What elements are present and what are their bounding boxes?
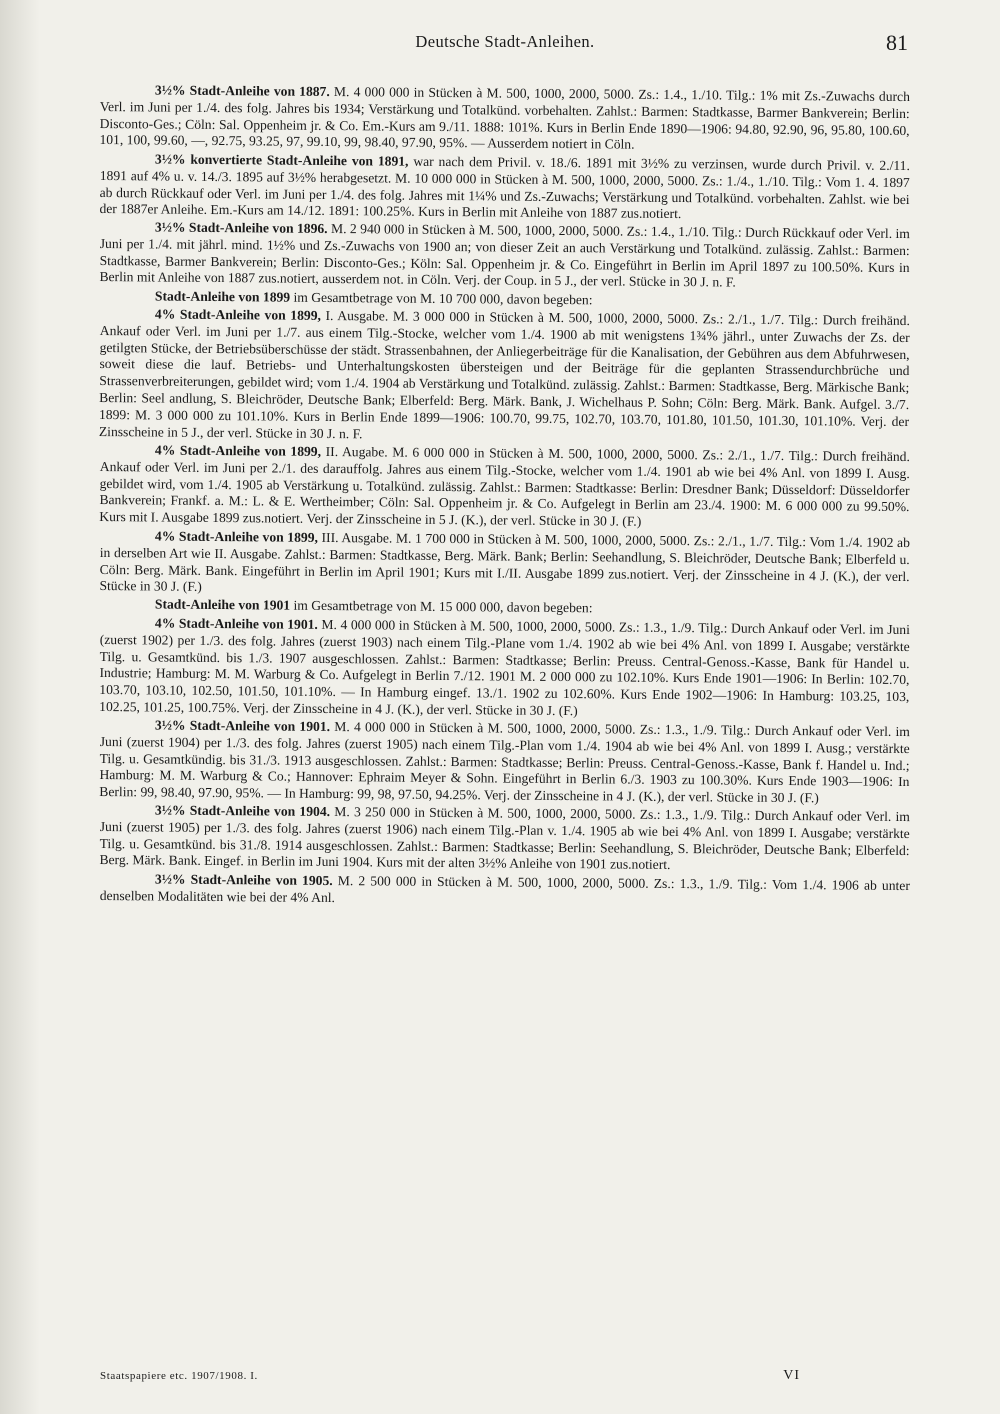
entry-text: M. 4 000 000 in Stücken à M. 500, 1000, 2000, 5000. Zs.: 1.3., 1./9. Tilg.: Durch Ankauf oder Verl. im Juni (zuerst 1904) per 1./3. des folg. Jahres (zuerst 1905) nach einem Tilg.-Plan vom 1./4. 1904 ab wie bei 4% Anl. von 1899 I. Ausg.; verstärkte Tilg. u. Gesamtkündig. bis 31./3. 1913 ausgeschlossen. Zahlst.: Barmen: Stadtkasse; Berlin: Preuss. Central-Genoss.-Kasse, Bank f. Handel u. Ind.; Hamburg: M. M. Warburg & Co.; Hannover: Ephraim Meyer & Sohn. Eingeführt in Berlin 6./3. 1903 zu 100.30%. Kurs Ende 1903—1906: In Berlin: 99, 98.40, 97.90, 95%. — In Hamburg: 99, 98, 97.50, 94.25%. Verj. der Zinsscheine in 4 J. (K.), der verl. Stücke in 30 J. (F.) <box>99 719 910 806</box>
entry-text: M. 2 940 000 in Stücken à M. 500, 1000, 2000, 5000. Zs.: 1.4., 1./10. Tilg.: Durch Rückkauf oder Verl. im Juni per 1./4. mit jährl. mind. 1½% und Zs.-Zuwachs von 1900 an; von dieser Zeit an auch Verstärkung und Totalkünd. zulässig. Zahlst.: Barmen: Stadtkasse, Barmer Bankverein; Berlin: Disconto-Ges.; Köln: Sal. Oppenheim jr. & Co. Eingeführt in Berlin im April 1897 zu 100.50%. Kurs in Berlin mit Anleihe von 1887 zus.notiert, ausserdem not. in Cöln. Verj. der Coup. in 5 J., der verl. Stücke in 30 J. n. F. <box>99 221 910 291</box>
entry-heading: Stadt-Anleihe von 1899 <box>154 288 291 305</box>
entry-text: II. Augabe. M. 6 000 000 in Stücken à M. 500, 1000, 2000, 5000. Zs.: 2./1., 1./7. Tilg.: Durch freihänd. Ankauf oder Verl. im Juni per 2./1. des darauffolg. Jahres aus einem Tilg.-Stocke, welcher vom 1./4. 1901 ab wie bei 4% Anl. von 1899 I. Ausg. gebildet wird, vom 1./4. 1905 ab Verstärkung u. Totalkünd. zulässig. Zahlst.: Barmen: Stadtkasse: Berlin: Dresdner Bank; Düsseldorf: Düsseldorfer Bankverein; Frankf. a. M.: L. & E. Wertheimber; Cöln: Sal. Oppenheim jr. & Co. Aufgelegt in Berlin am 23./4. 1900: M. 6 000 000 zu 99.50%. Kurs mit I. Ausgabe 1899 zus.notiert. Verj. der Zinsscheine in 5 J. (K.), der verl. Stücke in 30 J. (F.) <box>99 444 910 530</box>
entry-anleihe-1896 <box>99 219 910 293</box>
entry-heading: 4% Stadt-Anleihe von 1899, <box>154 528 319 545</box>
entry-anleihe-1901-3-5pct <box>99 717 910 808</box>
page-body <box>100 82 910 905</box>
entry-anleihe-1891 <box>99 151 910 225</box>
document-page <box>100 28 910 1398</box>
entry-anleihe-1899-iii <box>99 528 910 602</box>
entry-heading: 4% Stadt-Anleihe von 1899, <box>154 442 322 460</box>
entry-text: M. 4 000 000 in Stücken à M. 500, 1000, 2000, 5000. Zs.: 1.4., 1./10. Tilg.: 1% mit Zs.-Zuwachs durch Verl. im Juni per 1./4. des folg. Jahres bis 1934; Verstärkung und Totalkünd. vorbehalten. Zahlst.: Barmen: Stadtkasse, Barmer Bankverein; Berlin: Disconto-Ges.; Cöln: Sal. Oppenheim jr. & Co. Em.-Kurs am 9./11. 1888: 101%. Kurs in Berlin Ende 1890—1906: 94.80, 92.90, 96, 95.80, 100.60, 101, 100, 99.60, —, 92.75, 93.25, 97, 99.10, 99, 98.40, 97.90, 95%. — Ausserdem notiert in Cöln. <box>99 84 910 153</box>
entry-heading: 3½% Stadt-Anleihe von 1901. <box>154 717 331 734</box>
footer-source: Staatspapiere etc. 1907/1908. I. <box>100 1370 258 1382</box>
entry-heading: 4% Stadt-Anleihe von 1901. <box>154 615 318 632</box>
page-header <box>100 28 910 62</box>
entry-anleihe-1901-4pct <box>99 615 910 723</box>
page-number: 81 <box>886 30 908 55</box>
entry-heading: 3½% konvertierte Stadt-Anleihe von 1891, <box>154 151 409 169</box>
entry-text: im Gesamtbetrage von M. 10 700 000, davon begeben: <box>293 289 593 308</box>
page-footer <box>100 1366 910 1386</box>
entry-text: I. Ausgabe. M. 3 000 000 in Stücken à M. 500, 1000, 2000, 5000. Zs.: 2./1., 1./7. Tilg.: Durch freihänd. Ankauf oder Verl. im Juni per 1./7. aus einem Tilg.-Stocke, welcher vom 1./4. 1900 ab mit wenigstens 1¾% jährl., unter Zuwachs der Zs. der getilgten Stücke, der Betriebsüberschüsse der städt. Strassenbahnen, der Anliegerbeiträge für die Kanalisation, der Gebühren aus dem Abfuhrwesen, soweit diese die lauf. Betriebs- und Unterhaltungskosten übersteigen und der Beiträge für die geplanten Strassendurchbrüche und Strassenverbreiterungen, gebildet wird; vom 1./4. 1904 ab Verstärkung und Totalkünd. zulässig. Zahlst.: Barmen: Stadtkasse, Berg. Märkische Bank; Berlin: Seel andlung, S. Bleichröder, Deutsche Bank; Elberfeld: Berg. Märk. Bank, J. Wichelhaus P. Sohn; Cöln: Berg. Märk. Bank. Aufgel. 3./7. 1899: M. 3 000 000 zu 101.10%. Kurs in Berlin Ende 1899—1906: 100.70, 99.75, 102.70, 103.70, 101.80, 101.50, 101.30, 101.10%. Verj. der Zinsscheine in 5 J., der verl. Stücke in 30 J. n. F. <box>98 308 910 442</box>
entry-heading: 3½% Stadt-Anleihe von 1896. <box>154 219 328 237</box>
scan-edge-shadow <box>0 0 40 1414</box>
entry-text: III. Ausgabe. M. 1 700 000 in Stücken à M. 500, 1000, 2000, 5000. Zs.: 2./1., 1./7. Tilg.: Vom 1./4. 1902 ab in derselben Art wie II. Ausgabe. Zahlst.: Barmen: Stadtkasse, Berg. Märk. Bank; Berlin: Seehandlung, S. Bleichröder, Deutsche Bank; Elberfeld u. Cöln: Berg. Märk. Bank. Eingeführt in Berlin im April 1901; Kurs mit I./II. Ausgabe 1899 zus.notiert. Verj. der Zinsscheine in 4 J. (K.), der verl. Stücke in 30 J. (F.) <box>99 529 910 595</box>
entry-text: M. 2 500 000 in Stücken à M. 500, 1000, 2000, 5000. Zs.: 1.3., 1./9. Tilg.: Vom 1./4. 1906 ab unter denselben Modalitäten wie bei der 4% Anl. <box>99 873 910 906</box>
entry-text: im Gesamtbetrage von M. 15 000 000, davon begeben: <box>293 598 593 616</box>
entry-heading: Stadt-Anleihe von 1901 <box>154 596 291 614</box>
entry-anleihe-1887 <box>99 82 910 156</box>
entry-anleihe-1904 <box>99 802 910 876</box>
entry-text: M. 4 000 000 in Stücken à M. 500, 1000, 2000, 5000. Zs.: 1.3., 1./9. Tilg.: Durch Ankauf oder Verl. im Juni (zuerst 1902) per 1./3. des folg. Jahres (zuerst 1903) nach einem Tilg.-Plane vom 1./4. 1902 ab wie bei 4% Anl. von 1899 I. Ausgabe; verstärkte Tilg. u. Gesamtkünd. bis 1./3. 1907 ausgeschlossen. Zahlst.: Barmen: Stadtkasse; Berlin: Preuss. Central-Genoss.-Kasse, Bank für Handel u. Industrie; Hamburg: M. M. Warburg & Co. Aufgelegt in Berlin 7./12. 1901 M. 2 000 000 zu 102.10%. Kurs Ende 1901—1906: In Berlin: 102.70, 103.70, 103.10, 102.50, 101.50, 101.10%. — In Hamburg eingef. 13./1. 1902 zu 102.60%. Kurs Ende 1902—1906: In Hamburg: 103.25, 103, 102.25, 101.25, 100.75%. Verj. der Zinsscheine in 4 J. (K.), der verl. Stücke in 30 J. (F.) <box>99 616 910 718</box>
entry-heading: 4% Stadt-Anleihe von 1899, <box>154 306 321 324</box>
entry-text: M. 3 250 000 in Stücken à M. 500, 1000, 2000, 5000. Zs.: 1.3., 1./9. Tilg.: Durch Ankauf oder Verl. im Juni (zuerst 1905) per 1./3. des folg. Jahres (zuerst 1906) nach einem Tilg.-Plan v. 1./4. 1905 ab wie bei 4% Anl. von 1899 I. Ausgabe; verstärkte Tilg. u. Gesamtkünd. bis 31./8. 1914 ausgeschlossen. Zahlst.: Barmen: Stadtkasse; Berlin: Seehandlung, S. Bleichröder, Deutsche Bank; Elberfeld: Berg. Märk. Bank. Eingef. in Berlin im Juni 1904. Kurs mit der alten 3½% Anleihe von 1901 zus.notiert. <box>99 804 910 873</box>
entry-anleihe-1905 <box>100 871 910 912</box>
entry-heading: 3½% Stadt-Anleihe von 1905. <box>154 871 333 889</box>
entry-heading: 3½% Stadt-Anleihe von 1904. <box>154 802 331 820</box>
signature-mark: VI <box>783 1368 800 1383</box>
running-title: Deutsche Stadt-Anleihen. <box>415 32 595 51</box>
entry-anleihe-1899-i <box>99 306 910 447</box>
entry-text: war nach dem Privil. v. 18./6. 1891 mit 3½% zu verzinsen, wurde durch Privil. v. 2./11. 1891 auf 4% u. v. 14./3. 1895 auf 3½% herabgesetzt. M. 10 000 000 in Stücken à M. 500, 1000, 2000, 5000. Zs.: 1./4., 1./10. Tilg.: Vom 1. 4. 1897 ab durch Rückkauf oder Verl. im Juni per 1./4. des folg. Jahres mit 1¼% und Zs.-Zuwachs; Verstärkung und Totalkünd. vorbehalten. Zahlst. wie bei der 1887er Anleihe. Em.-Kurs am 14./12. 1891: 100.25%. Kurs in Berlin mit Anleihe von 1887 zus.notiert. <box>99 153 910 222</box>
entry-anleihe-1899-ii <box>99 442 910 533</box>
entry-heading: 3½% Stadt-Anleihe von 1887. <box>154 82 330 100</box>
